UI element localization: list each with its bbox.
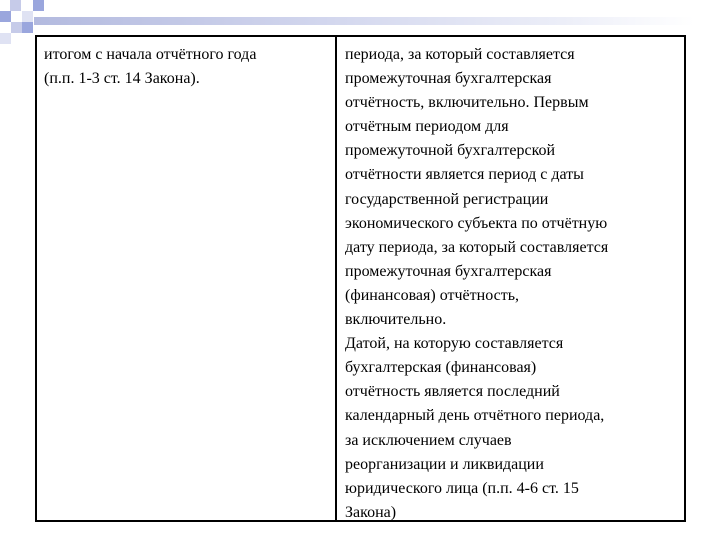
decor-square: [33, 0, 44, 11]
decor-square: [10, 0, 21, 11]
table-cell-right: периода, за который составляется промежуточная бухгалтерская отчётность, включительно. Первым отчётным периодом для промежуточной бухгалтерской отчётности является период с даты государственной регистрации экономического субъекта по отчётную дату периода, за который составляется промежуточная бухгалтерская (финансовая) отчётность, включительно. Датой, на которую составляется бухгалтерская (финансовая) отчётность является последний календарный день отчётного периода, за исключением случаев реорганизации и ликвидации юридического лица (п.п. 4-6 ст. 15 Закона): [345, 46, 609, 520]
content-table: [35, 35, 686, 522]
decor-square: [22, 22, 33, 33]
decor-gradient-bar: [34, 17, 694, 25]
table-cell-left: итогом с начала отчётного года (п.п. 1-3 ст. 14 Закона).: [37, 37, 337, 520]
decor-square: [0, 11, 11, 22]
decor-square: [22, 11, 33, 22]
decor-square: [11, 22, 22, 33]
decor-square: [0, 33, 11, 44]
